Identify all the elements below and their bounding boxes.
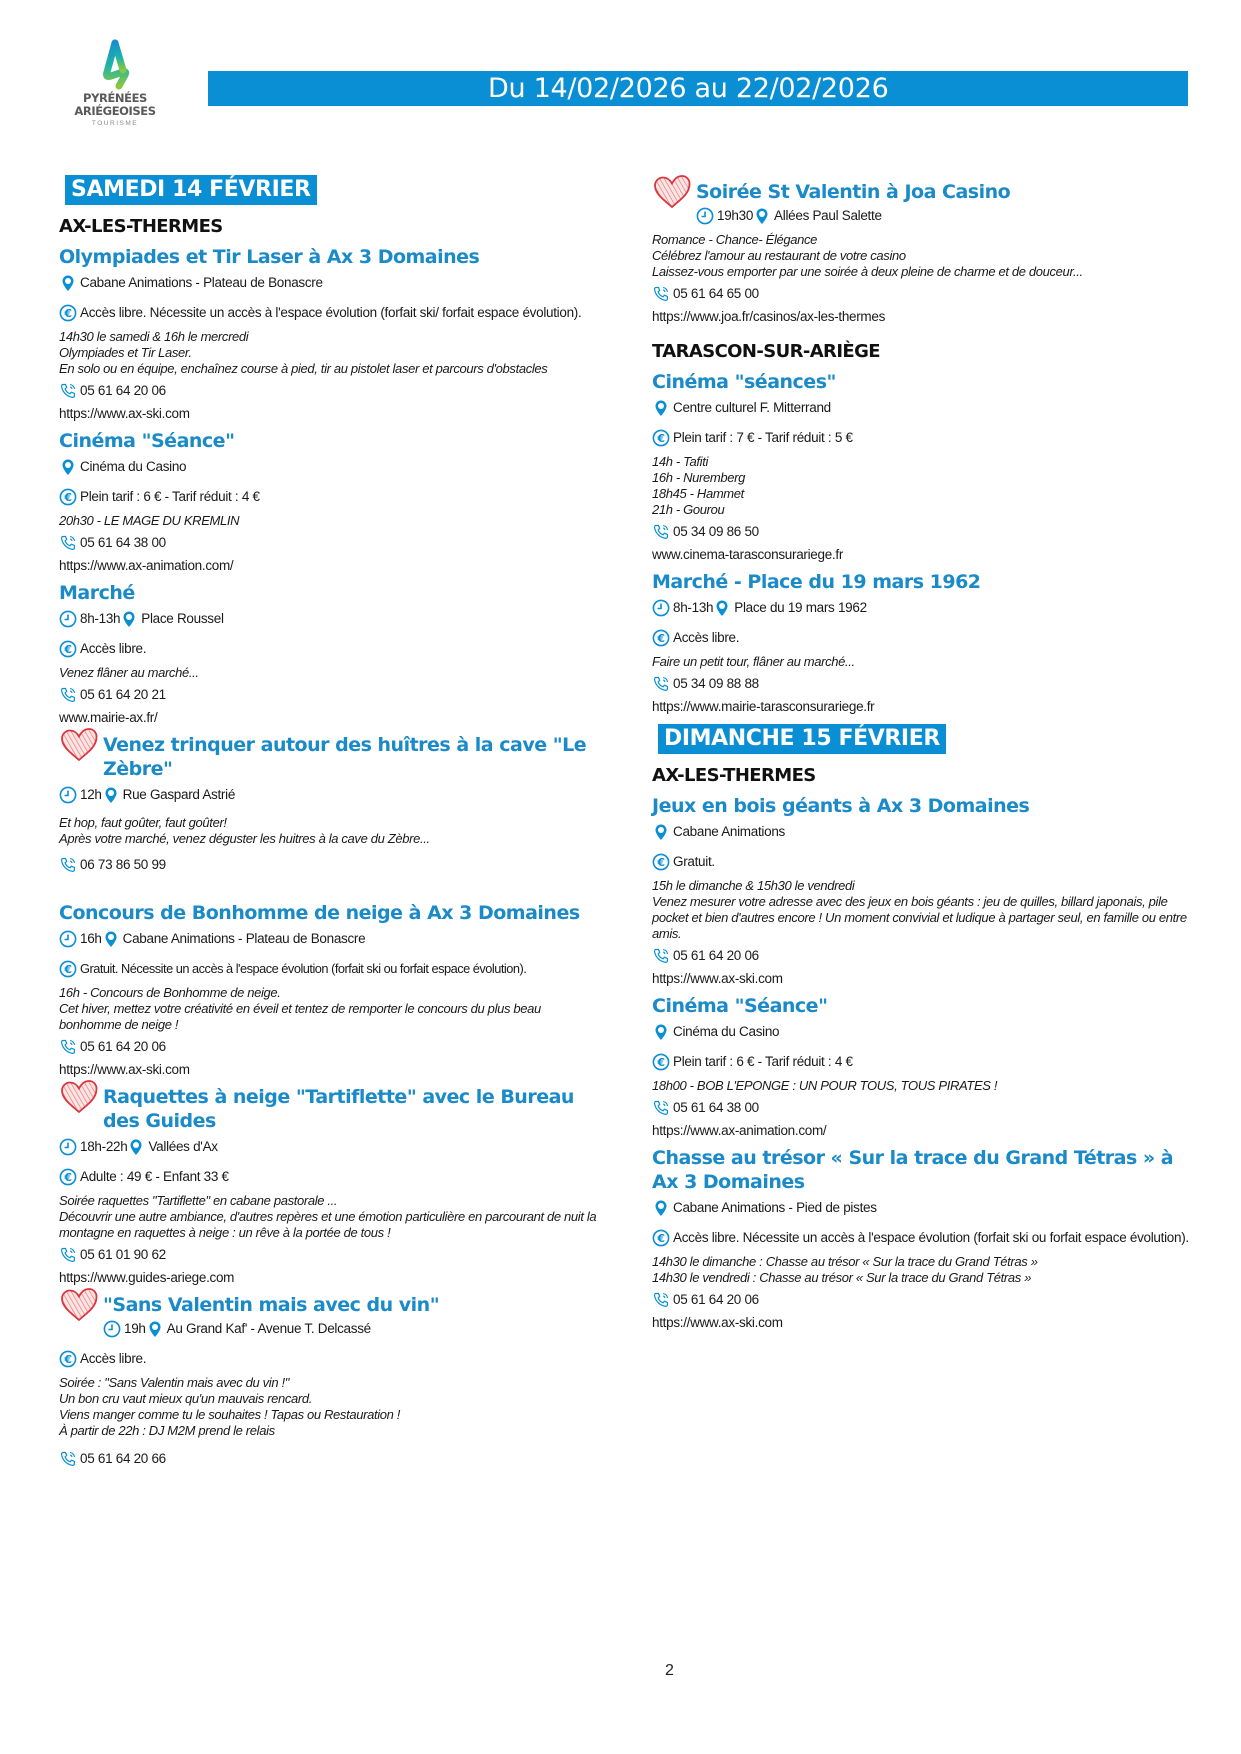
heart-icon: [59, 1287, 99, 1329]
clock-icon: [59, 930, 77, 948]
event-place: Centre culturel F. Mitterrand: [673, 400, 831, 415]
desc-line: 14h30 le samedi & 16h le mercredi: [59, 329, 249, 344]
event-description: [652, 878, 1192, 942]
phone-icon: [59, 382, 77, 400]
event-description: [59, 985, 599, 1033]
euro-icon: [652, 1229, 670, 1247]
clock-icon: [696, 207, 714, 225]
event-phone[interactable]: 06 73 86 50 99: [80, 857, 166, 872]
event-place: Place Roussel: [141, 611, 224, 626]
event-phone[interactable]: 05 61 64 20 21: [80, 687, 166, 702]
svg-text:€: €: [657, 856, 665, 869]
logo-a-icon: [93, 38, 137, 92]
event-price: Plein tarif : 6 € - Tarif réduit : 4 €: [673, 1054, 853, 1069]
event-url[interactable]: www.mairie-ax.fr/: [59, 710, 158, 725]
location-pin-icon: [652, 1023, 670, 1041]
event: [59, 1293, 599, 1469]
heart-icon: [59, 1079, 99, 1121]
event-url[interactable]: www.cinema-tarasconsurariege.fr: [652, 547, 844, 562]
euro-icon: [59, 960, 77, 978]
phone-icon: [59, 686, 77, 704]
desc-line: 14h - Tafiti: [652, 454, 709, 469]
town-heading: AX-LES-THERMES: [59, 216, 223, 237]
event-url[interactable]: https://www.ax-ski.com: [59, 406, 190, 421]
event-price: Accès libre. Nécessite un accès à l'espace évolution (forfait ski/ forfait espace évolution).: [80, 305, 582, 320]
event-price: Accès libre. Nécessite un accès à l'espace évolution (forfait ski ou forfait espace évolution).: [673, 1230, 1189, 1245]
event-url[interactable]: https://www.ax-ski.com: [59, 1062, 190, 1077]
event-price: Adulte : 49 € - Enfant 33 €: [80, 1169, 229, 1184]
event-time: 12h: [80, 787, 102, 802]
location-pin-icon: [652, 399, 670, 417]
desc-line: Venez flâner au marché...: [59, 665, 199, 680]
location-pin-icon: [146, 1320, 164, 1338]
event-url[interactable]: https://www.ax-animation.com/: [59, 558, 234, 573]
event-place: Cabane Animations - Plateau de Bonascre: [122, 931, 366, 946]
event-description: [652, 1254, 1192, 1286]
location-pin-icon: [120, 610, 138, 628]
desc-line: Célébrez l'amour au restaurant de votre casino: [652, 248, 906, 263]
svg-text:€: €: [64, 963, 72, 976]
desc-line: Après votre marché, venez déguster les huitres à la cave du Zèbre...: [59, 831, 430, 846]
phone-icon: [59, 1038, 77, 1056]
desc-line: Soirée raquettes "Tartiflette" en cabane pastorale ...: [59, 1193, 338, 1208]
location-pin-icon: [713, 599, 731, 617]
desc-line: 14h30 le vendredi : Chasse au trésor « Sur la trace du Grand Tétras »: [652, 1270, 1032, 1285]
event-time: 8h-13h: [673, 600, 714, 615]
heart-icon: [652, 174, 692, 216]
desc-line: Et hop, faut goûter, faut goûter!: [59, 815, 227, 830]
event-title: Raquettes à neige "Tartiflette" avec le Bureau des Guides: [103, 1086, 574, 1132]
event-title: Cinéma "séances": [652, 371, 836, 393]
event: [652, 180, 1192, 326]
event-phone[interactable]: 05 61 64 20 66: [80, 1451, 166, 1466]
desc-line: 16h - Nuremberg: [652, 470, 746, 485]
event: [59, 901, 599, 1079]
event-place: Cabane Animations - Plateau de Bonascre: [80, 275, 323, 290]
event-price: Plein tarif : 7 € - Tarif réduit : 5 €: [673, 430, 853, 445]
event-url[interactable]: https://www.ax-ski.com: [652, 971, 783, 986]
event: [59, 245, 599, 423]
desc-line: Soirée : "Sans Valentin mais avec du vin !": [59, 1375, 289, 1390]
left-column: [59, 175, 599, 1469]
event-place: Cabane Animations - Pied de pistes: [673, 1200, 877, 1215]
event: [652, 994, 1192, 1140]
event-time: 18h-22h: [80, 1139, 128, 1154]
heart-icon: [59, 727, 99, 769]
event-phone[interactable]: 05 34 09 88 88: [673, 676, 759, 691]
day-heading: SAMEDI 14 FÉVRIER: [65, 175, 317, 205]
desc-line: 15h le dimanche & 15h30 le vendredi: [652, 878, 855, 893]
event-title: Soirée St Valentin à Joa Casino: [696, 181, 1011, 203]
event-time: 19h30: [717, 208, 754, 223]
desc-line: 18h00 - BOB L'EPONGE : UN POUR TOUS, TOUS PIRATES !: [652, 1078, 998, 1093]
phone-icon: [59, 1450, 77, 1468]
phone-icon: [59, 1246, 77, 1264]
euro-icon: [59, 640, 77, 658]
event-title: Marché - Place du 19 mars 1962: [652, 571, 981, 593]
svg-text:€: €: [657, 1232, 665, 1245]
event-title: Cinéma "Séance": [652, 995, 828, 1017]
event-phone[interactable]: 05 34 09 86 50: [673, 524, 759, 539]
location-pin-icon: [102, 786, 120, 804]
event: [59, 733, 599, 895]
event-title: Concours de Bonhomme de neige à Ax 3 Domaines: [59, 902, 580, 924]
town-heading: TARASCON-SUR-ARIÈGE: [652, 341, 880, 362]
desc-line: Romance - Chance- Élégance: [652, 232, 818, 247]
event-title-row: [652, 180, 1192, 204]
event-url[interactable]: https://www.mairie-tarasconsurariege.fr: [652, 699, 875, 714]
event-description: [59, 329, 599, 377]
euro-icon: [59, 488, 77, 506]
event-url[interactable]: https://www.ax-ski.com: [652, 1315, 783, 1330]
phone-icon: [59, 856, 77, 874]
event-description: [59, 1193, 599, 1241]
right-column: [652, 180, 1192, 1332]
town-heading: AX-LES-THERMES: [652, 765, 816, 786]
event-phone[interactable]: 05 61 64 20 06: [673, 948, 759, 963]
svg-text:€: €: [657, 632, 665, 645]
desc-line: En solo ou en équipe, enchaînez course à pied, tir au pistolet laser et parcours d'obstacles: [59, 361, 548, 376]
event-phone[interactable]: 05 61 64 65 00: [673, 286, 759, 301]
phone-icon: [652, 1099, 670, 1117]
event-title: Venez trinquer autour des huîtres à la cave "Le Zèbre": [103, 734, 587, 780]
clock-icon: [652, 599, 670, 617]
event-title-row: [59, 1293, 599, 1317]
logo: [60, 38, 170, 127]
euro-icon: [652, 429, 670, 447]
clock-icon: [59, 786, 77, 804]
event: [652, 794, 1192, 988]
event-title: "Sans Valentin mais avec du vin": [103, 1294, 440, 1316]
desc-line: 18h45 - Hammet: [652, 486, 744, 501]
desc-line: 21h - Gourou: [652, 502, 725, 517]
desc-line: Faire un petit tour, flâner au marché...: [652, 654, 855, 669]
euro-icon: [652, 629, 670, 647]
svg-text:€: €: [64, 307, 72, 320]
event: [59, 429, 599, 575]
euro-icon: [652, 853, 670, 871]
desc-line: Viens manger comme tu le souhaites ! Tapas ou Restauration !: [59, 1407, 401, 1422]
event: [59, 1085, 599, 1287]
event-description: [652, 232, 1192, 280]
event-phone[interactable]: 05 61 64 20 06: [80, 383, 166, 398]
desc-line: Découvrir une autre ambiance, d'autres repères et une émotion particulière en parcourant de nuit la montagne en raquettes à neige : un rêve à la portée de tous !: [59, 1209, 600, 1240]
event-place: Allées Paul Salette: [774, 208, 882, 223]
event-title: Cinéma "Séance": [59, 430, 235, 452]
desc-line: 16h - Concours de Bonhomme de neige.: [59, 985, 281, 1000]
event-title: Chasse au trésor « Sur la trace du Grand Tétras » à Ax 3 Domaines: [652, 1147, 1174, 1193]
clock-icon: [59, 610, 77, 628]
event-place: Vallées d'Ax: [148, 1139, 218, 1154]
svg-text:€: €: [64, 491, 72, 504]
location-pin-icon: [127, 1138, 145, 1156]
event-price: Accès libre.: [80, 1351, 147, 1366]
event-price: Gratuit.: [673, 854, 715, 869]
event-price: Gratuit. Nécessite un accès à l'espace évolution (forfait ski ou forfait espace évolution).: [80, 961, 527, 976]
event-description: [59, 513, 599, 529]
euro-icon: [59, 1168, 77, 1186]
day-heading: DIMANCHE 15 FÉVRIER: [658, 724, 946, 754]
svg-text:€: €: [657, 432, 665, 445]
event-place: Cinéma du Casino: [80, 459, 187, 474]
logo-line-3: TOURISME: [91, 120, 139, 127]
location-pin-icon: [59, 274, 77, 292]
svg-text:€: €: [657, 1056, 665, 1069]
event: [652, 570, 1192, 716]
logo-line-2: ARIÉGEOISES: [74, 104, 156, 118]
phone-icon: [652, 285, 670, 303]
phone-icon: [652, 947, 670, 965]
event-description: [652, 454, 1192, 518]
svg-text:€: €: [64, 1171, 72, 1184]
event-description: [652, 1078, 1192, 1094]
date-range-banner: [208, 71, 1188, 106]
page-number: 2: [665, 1662, 674, 1679]
phone-icon: [652, 523, 670, 541]
desc-line: Olympiades et Tir Laser.: [59, 345, 192, 360]
euro-icon: [59, 304, 77, 322]
logo-line-1: PYRÉNÉES: [83, 91, 147, 105]
euro-icon: [652, 1053, 670, 1071]
event-url[interactable]: https://www.joa.fr/casinos/ax-les-thermes: [652, 309, 886, 324]
event: [652, 1146, 1192, 1332]
location-pin-icon: [652, 1199, 670, 1217]
desc-line: Un bon cru vaut mieux qu'un mauvais rencard.: [59, 1391, 312, 1406]
location-pin-icon: [102, 930, 120, 948]
event-phone[interactable]: 05 61 01 90 62: [80, 1247, 166, 1262]
desc-line: Venez mesurer votre adresse avec des jeux en bois géants : jeu de quilles, billard japonais, pile pocket et bien d'autres encore ! Un moment convivial et ludique à partager seul, en famille ou entre amis.: [652, 894, 1191, 941]
phone-icon: [652, 675, 670, 693]
event-phone[interactable]: 05 61 64 20 06: [673, 1292, 759, 1307]
event: [59, 581, 599, 727]
desc-line: Cet hiver, mettez votre créativité en éveil et tentez de remporter le concours du plus beau bonhomme de neige !: [59, 1001, 545, 1032]
event-description: [59, 1375, 599, 1439]
euro-icon: [59, 1350, 77, 1368]
event-url[interactable]: https://www.ax-animation.com/: [652, 1123, 827, 1138]
event-title: Olympiades et Tir Laser à Ax 3 Domaines: [59, 246, 480, 268]
event-place: Cabane Animations: [673, 824, 785, 839]
event-time: 16h: [80, 931, 102, 946]
location-pin-icon: [59, 458, 77, 476]
event-time: 19h: [124, 1321, 146, 1336]
location-pin-icon: [652, 823, 670, 841]
phone-icon: [652, 1291, 670, 1309]
event: [652, 370, 1192, 564]
event-title: Marché: [59, 582, 135, 604]
event-place: Rue Gaspard Astrié: [122, 787, 236, 802]
event-description: [652, 654, 1192, 670]
event-description: [59, 665, 599, 681]
event-price: Plein tarif : 6 € - Tarif réduit : 4 €: [80, 489, 260, 504]
event-phone[interactable]: 05 61 64 20 06: [80, 1039, 166, 1054]
event-price: Accès libre.: [673, 630, 740, 645]
desc-line: 20h30 - LE MAGE DU KREMLIN: [59, 513, 240, 528]
desc-line: 14h30 le dimanche : Chasse au trésor « Sur la trace du Grand Tétras »: [652, 1254, 1038, 1269]
event-price: Accès libre.: [80, 641, 147, 656]
svg-text:€: €: [64, 1353, 72, 1366]
clock-icon: [59, 1138, 77, 1156]
date-range: Du 14/02/2026 au 22/02/2026: [488, 73, 889, 104]
desc-line: Laissez-vous emporter par une soirée à deux pleine de charme et de douceur...: [652, 264, 1083, 279]
event-place: Place du 19 mars 1962: [734, 600, 867, 615]
event-title: Jeux en bois géants à Ax 3 Domaines: [652, 795, 1030, 817]
event-title-row: [59, 733, 599, 781]
event-url[interactable]: https://www.guides-ariege.com: [59, 1270, 235, 1285]
event-title-row: [59, 1085, 599, 1133]
location-pin-icon: [753, 207, 771, 225]
event-time: 8h-13h: [80, 611, 121, 626]
svg-text:€: €: [64, 643, 72, 656]
event-phone[interactable]: 05 61 64 38 00: [673, 1100, 759, 1115]
event-place: Cinéma du Casino: [673, 1024, 780, 1039]
phone-icon: [59, 534, 77, 552]
event-description: [59, 815, 599, 847]
desc-line: À partir de 22h : DJ M2M prend le relais: [59, 1423, 275, 1438]
clock-icon: [103, 1320, 121, 1338]
event-phone[interactable]: 05 61 64 38 00: [80, 535, 166, 550]
event-place: Au Grand Kaf' - Avenue T. Delcassé: [166, 1321, 371, 1336]
